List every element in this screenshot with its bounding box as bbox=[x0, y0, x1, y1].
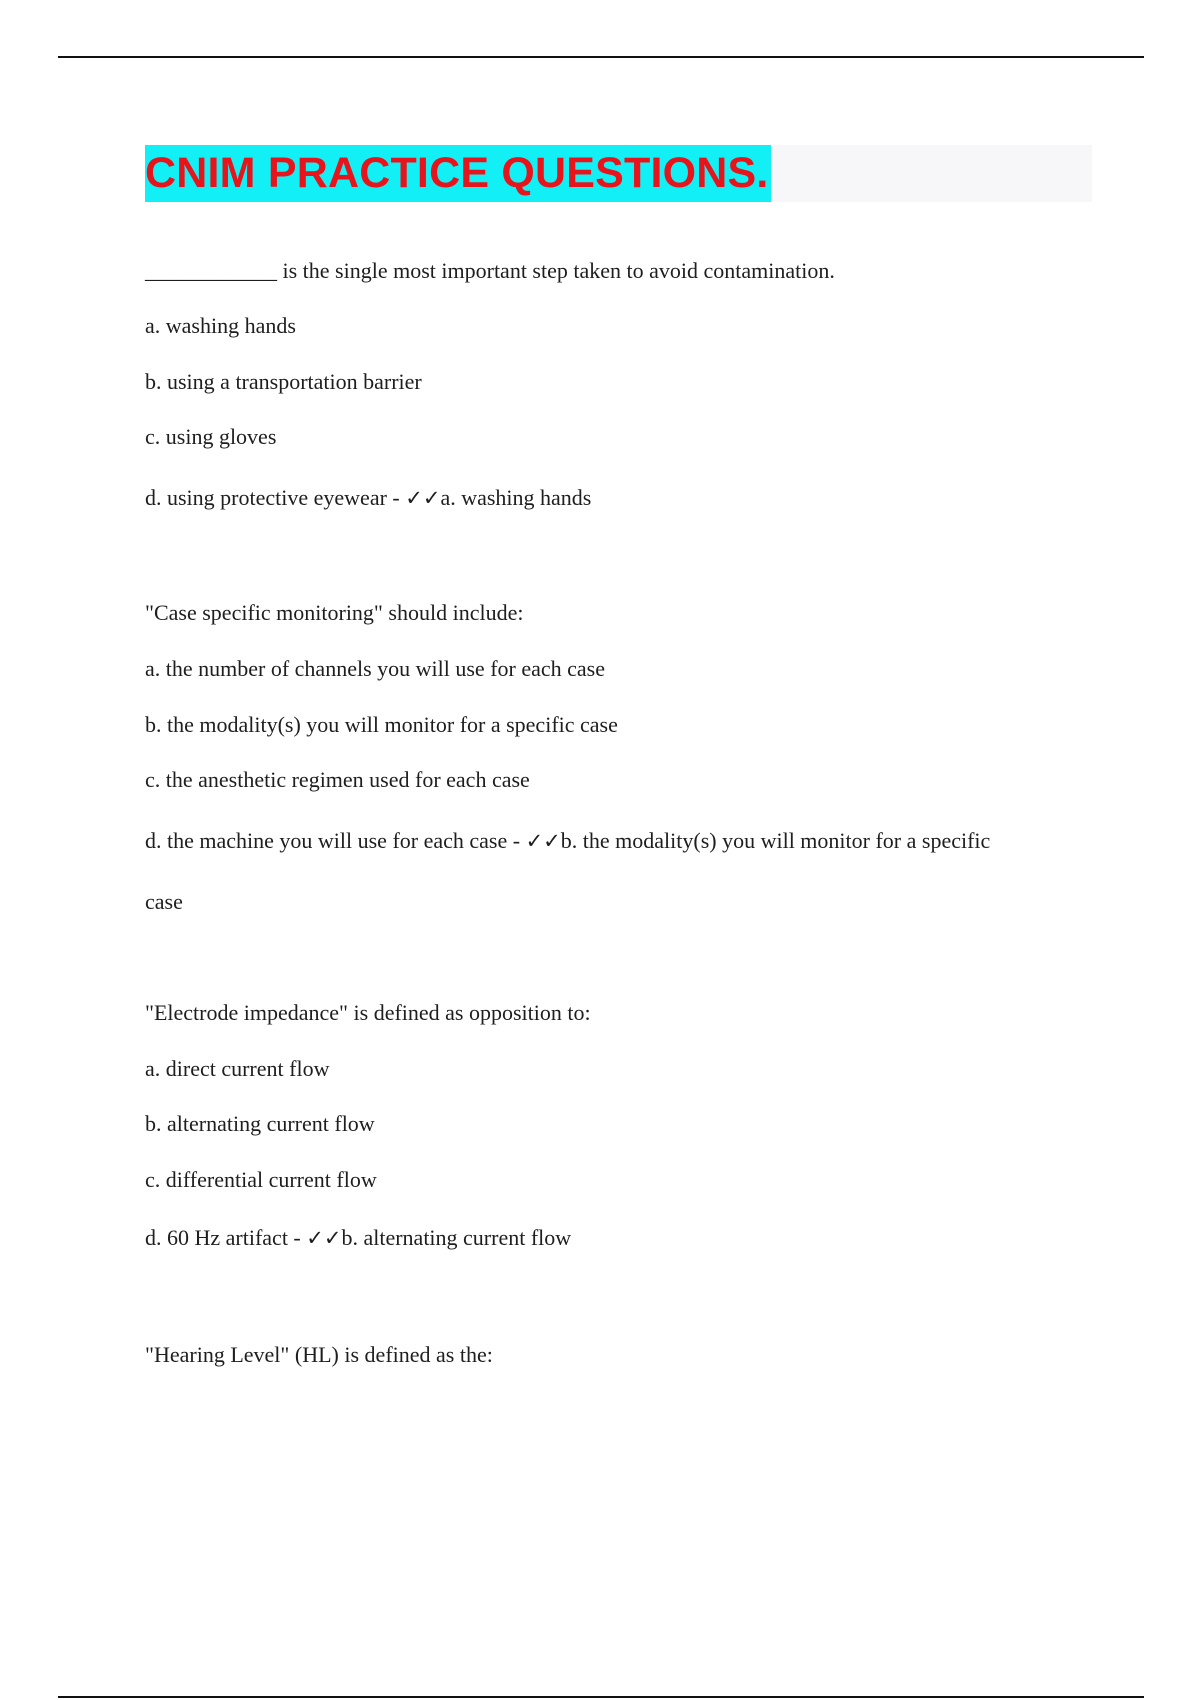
double-check-icon: ✓✓ bbox=[306, 1226, 342, 1250]
question-2-stem: "Case specific monitoring" should include: bbox=[145, 600, 524, 625]
question-4-stem: "Hearing Level" (HL) is defined as the: bbox=[145, 1342, 493, 1367]
question-3-answer: b. alternating current flow bbox=[341, 1225, 572, 1250]
double-check-icon: ✓✓ bbox=[405, 486, 441, 510]
question-2-option-a: a. the number of channels you will use for each case bbox=[145, 656, 605, 681]
question-1-option-c: c. using gloves bbox=[145, 424, 277, 449]
question-1-stem: ____________ is the single most important step taken to avoid contamination. bbox=[145, 258, 835, 283]
question-3-option-b: b. alternating current flow bbox=[145, 1111, 375, 1136]
double-check-icon: ✓✓ bbox=[525, 829, 561, 853]
question-1-option-d-answer bbox=[145, 485, 591, 511]
question-2-option-d-answer bbox=[145, 828, 990, 854]
question-1-option-a: a. washing hands bbox=[145, 313, 296, 338]
question-3-option-d: d. 60 Hz artifact - bbox=[145, 1225, 307, 1250]
question-3-option-d-answer bbox=[145, 1225, 571, 1251]
question-1-option-d: d. using protective eyewear - bbox=[145, 485, 406, 510]
question-1-option-b: b. using a transportation barrier bbox=[145, 369, 422, 394]
question-3-option-c: c. differential current flow bbox=[145, 1167, 377, 1192]
top-rule bbox=[58, 56, 1144, 58]
document-title: CNIM PRACTICE QUESTIONS. bbox=[145, 145, 771, 202]
question-1-answer: a. washing hands bbox=[440, 485, 592, 510]
question-2-option-b: b. the modality(s) you will monitor for a specific case bbox=[145, 712, 618, 737]
question-2-answer-continued: case bbox=[145, 889, 183, 914]
question-3-stem: "Electrode impedance" is defined as opposition to: bbox=[145, 1000, 591, 1025]
question-2-option-c: c. the anesthetic regimen used for each case bbox=[145, 767, 530, 792]
question-3-option-a: a. direct current flow bbox=[145, 1056, 330, 1081]
question-2-option-d: d. the machine you will use for each case - bbox=[145, 828, 526, 853]
question-2-answer: b. the modality(s) you will monitor for a specific bbox=[560, 828, 991, 853]
bottom-rule bbox=[58, 1696, 1144, 1698]
